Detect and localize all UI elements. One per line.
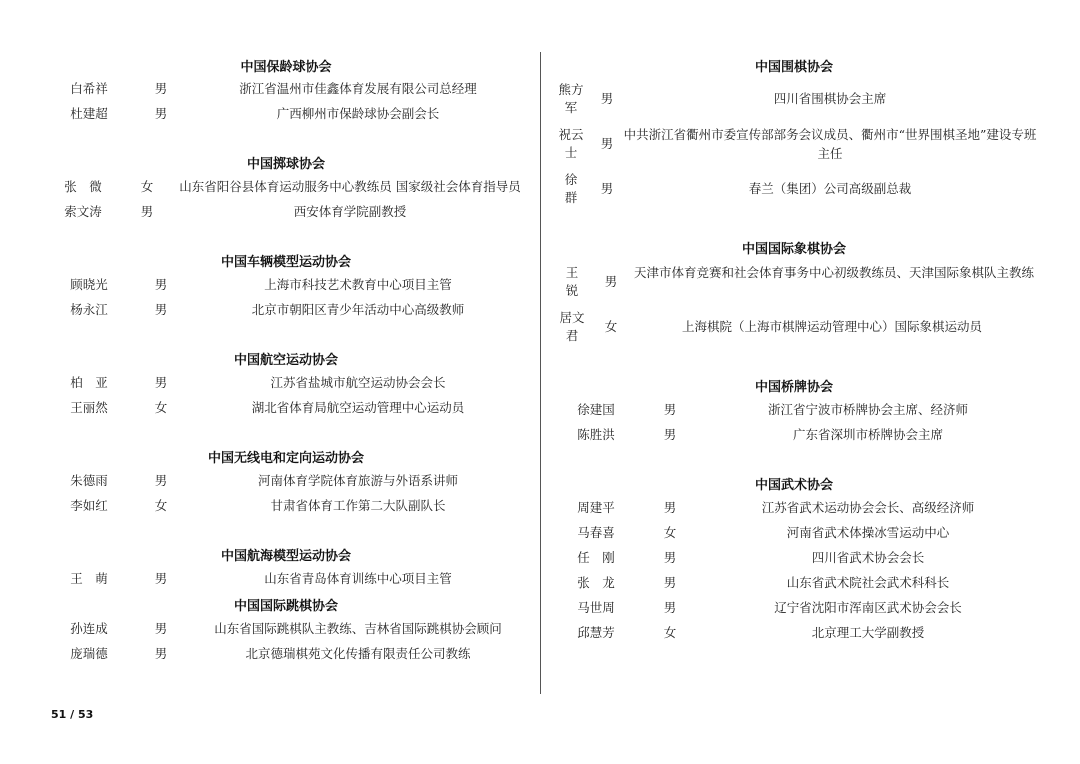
member-duty: 辽宁省沈阳市浑南区武术协会会长	[774, 600, 962, 615]
section-title: 中国航海模型运动协会	[220, 549, 352, 564]
member-duty: 北京德瑞棋苑文化传播有限责任公司教练	[245, 646, 471, 661]
member-duty: 江苏省盐城市航空运动协会会长	[270, 375, 446, 390]
name-line: 锐	[565, 283, 579, 298]
member-duty: 北京理工大学副教授	[811, 625, 925, 640]
member-duty: 河南体育学院体育旅游与外语系讲师	[257, 473, 459, 488]
member-duty: 湖北省体育局航空运动管理中心运动员	[251, 400, 465, 415]
name-line: 士	[564, 145, 578, 160]
member-name	[555, 126, 587, 162]
member-gender: 男	[663, 402, 677, 417]
member-gender: 女	[140, 179, 154, 194]
member-name: 王 萌	[70, 571, 108, 586]
member-name: 柏 亚	[70, 375, 108, 390]
member-gender: 男	[663, 575, 677, 590]
member-name: 徐建国	[577, 402, 615, 417]
section-title: 中国国际跳棋协会	[233, 599, 339, 614]
member-duty: 上海棋院（上海市棋牌运动管理中心）国际象棋运动员	[681, 319, 983, 334]
member-gender: 男	[154, 81, 168, 96]
member-gender: 男	[154, 302, 168, 317]
member-gender: 男	[600, 136, 614, 151]
member-name	[555, 171, 587, 207]
member-gender: 男	[154, 473, 168, 488]
member-name: 孙连成	[70, 621, 108, 636]
name-line: 君	[565, 328, 579, 343]
member-gender: 女	[663, 525, 677, 540]
section-title: 中国武术协会	[754, 478, 834, 493]
member-name: 王丽然	[70, 400, 108, 415]
name-line: 居文	[559, 310, 585, 325]
member-name: 张 龙	[577, 575, 615, 590]
member-duty: 上海市科技艺术教育中心项目主管	[264, 277, 452, 292]
member-name: 陈胜洪	[577, 427, 615, 442]
member-name: 白希祥	[70, 81, 108, 96]
member-name: 朱德雨	[70, 473, 108, 488]
member-gender: 男	[154, 621, 168, 636]
member-name	[556, 309, 588, 345]
name-line: 王	[565, 265, 579, 280]
member-duty: 河南省武术体操冰雪运动中心	[786, 525, 950, 540]
member-name: 邱慧芳	[577, 625, 615, 640]
member-gender: 男	[600, 91, 614, 106]
member-duty: 山东省青岛体育训练中心项目主管	[264, 571, 452, 586]
member-name: 马春喜	[577, 525, 615, 540]
name-line: 徐	[564, 172, 578, 187]
name-line: 祝云	[558, 127, 584, 142]
member-duty: 北京市朝阳区青少年活动中心高级教师	[251, 302, 465, 317]
member-gender: 女	[604, 319, 618, 334]
member-gender: 女	[154, 498, 168, 513]
member-duty: 山东省国际跳棋队主教练、吉林省国际跳棋协会顾问	[214, 621, 502, 636]
name-line: 熊方	[558, 82, 584, 97]
member-gender: 男	[600, 181, 614, 196]
member-name: 张 微	[64, 179, 102, 194]
member-duty: 天津市体育竞赛和社会体育事务中心初级教练员、天津国际象棋队主教练	[633, 265, 1034, 280]
member-duty: 广西柳州市保龄球协会副会长	[276, 106, 440, 121]
section-title: 中国国际象棋协会	[741, 242, 847, 257]
member-name: 任 刚	[577, 550, 615, 565]
member-gender: 女	[663, 625, 677, 640]
name-line: 军	[564, 100, 578, 115]
section-title: 中国桥牌协会	[754, 380, 834, 395]
member-gender: 男	[154, 375, 168, 390]
member-name: 索文涛	[64, 204, 102, 219]
member-duty: 广东省深圳市桥牌协会主席	[792, 427, 944, 442]
member-name	[555, 81, 587, 117]
member-name: 顾晓光	[70, 277, 108, 292]
member-gender: 男	[663, 600, 677, 615]
member-gender: 女	[154, 400, 168, 415]
section-title: 中国无线电和定向运动协会	[207, 451, 365, 466]
section-title: 中国保龄球协会	[240, 60, 332, 75]
member-gender: 男	[604, 274, 618, 289]
section-title: 中国围棋协会	[754, 60, 834, 75]
member-duty: 中共浙江省衢州市委宣传部部务会议成员、衢州市“世界围棋圣地”建设专班主任	[623, 127, 1037, 161]
member-gender: 男	[663, 427, 677, 442]
member-duty: 四川省围棋协会主席	[773, 91, 887, 106]
member-gender: 男	[154, 277, 168, 292]
section-title: 中国航空运动协会	[233, 353, 339, 368]
member-duty: 春兰（集团）公司高级副总裁	[748, 181, 912, 196]
member-duty: 四川省武术协会会长	[811, 550, 925, 565]
member-name: 周建平	[577, 500, 615, 515]
member-duty: 浙江省温州市佳鑫体育发展有限公司总经理	[239, 81, 477, 96]
section-title: 中国车辆模型运动协会	[220, 255, 352, 270]
member-name: 李如红	[70, 498, 108, 513]
member-name: 杜建超	[70, 106, 108, 121]
member-name: 马世周	[577, 600, 615, 615]
member-gender: 男	[663, 550, 677, 565]
name-line: 群	[564, 190, 578, 205]
member-duty: 山东省阳谷县体育运动服务中心教练员 国家级社会体育指导员	[179, 179, 521, 194]
member-name: 庞瑞德	[70, 646, 108, 661]
member-duty: 浙江省宁波市桥牌协会主席、经济师	[767, 402, 969, 417]
member-name	[556, 264, 588, 300]
member-duty: 甘肃省体育工作第二大队副队长	[270, 498, 446, 513]
member-gender: 男	[663, 500, 677, 515]
member-duty: 江苏省武术运动协会会长、高级经济师	[761, 500, 975, 515]
member-gender: 男	[154, 571, 168, 586]
member-gender: 男	[154, 646, 168, 661]
member-gender: 男	[154, 106, 168, 121]
member-gender: 男	[140, 204, 154, 219]
member-name: 杨永江	[70, 302, 108, 317]
right-column	[541, 0, 1080, 764]
section-title: 中国掷球协会	[246, 157, 326, 172]
page-number: 51 / 53	[51, 708, 94, 721]
member-duty: 西安体育学院副教授	[293, 204, 407, 219]
member-duty: 山东省武术院社会武术科科长	[786, 575, 950, 590]
